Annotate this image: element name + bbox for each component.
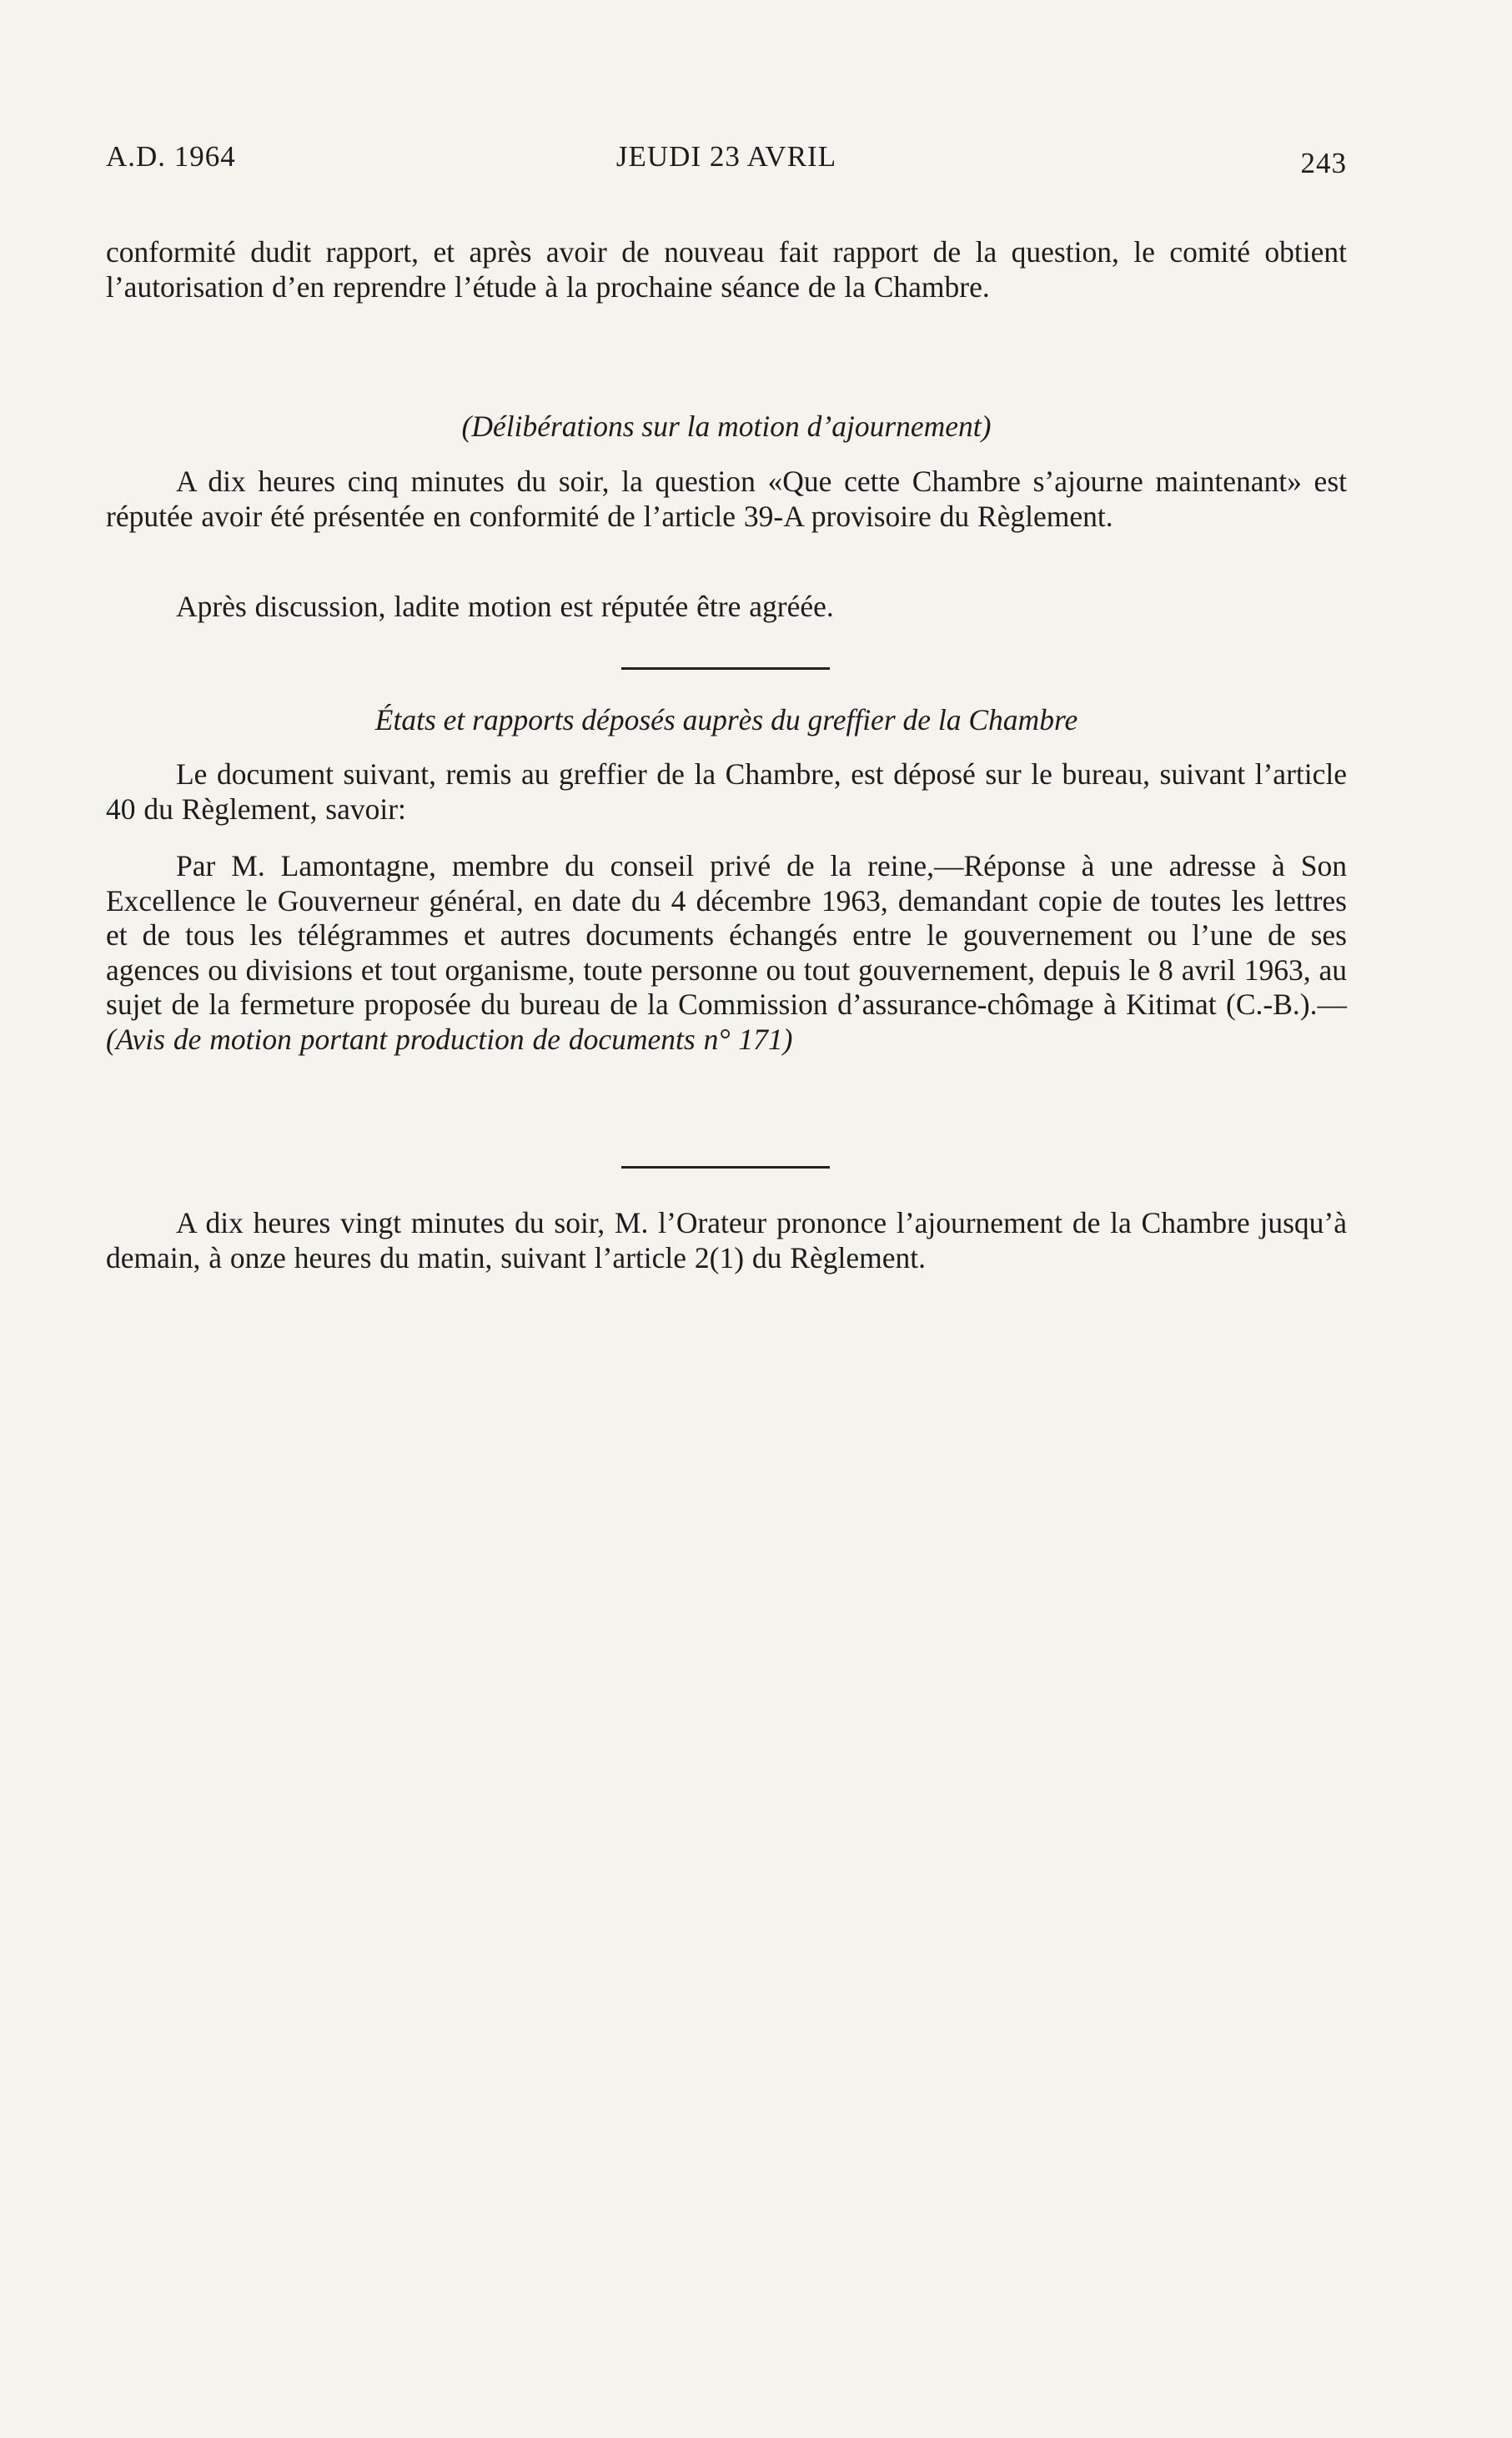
section-divider (621, 667, 830, 670)
header-date: JEUDI 23 AVRIL (615, 140, 837, 173)
section-heading-returns-and-reports: États et rapports déposés auprès du greffier de la Chambre (374, 703, 1078, 736)
paragraph-text: A dix heures cinq minutes du soir, la question «Que cette Chambre s’ajourne maintenant» est réputée avoir été présentée en conformité de l’article 39-A provisoire du Règlement. (106, 465, 1347, 533)
paragraph-text: Le document suivant, remis au greffier de la Chambre, est déposé sur le bureau, suivant l’article 40 du Règlement, savoir: (106, 757, 1347, 826)
paragraph-text (106, 849, 1347, 1057)
paragraph-adjournment (106, 1206, 1347, 1275)
section-heading-adjournment-debate: (Délibérations sur la motion d’ajournement) (461, 410, 992, 443)
paragraph-text: conformité dudit rapport, et après avoir de nouveau fait rapport de la question, le comité obtient l’autorisation d’en reprendre l’étude à la prochaine séance de la Chambre. (106, 235, 1347, 304)
paragraph-continuation (106, 235, 1347, 304)
section-divider (621, 1166, 830, 1169)
notice-of-motion-reference: (Avis de motion portant production de documents n° 171) (106, 1022, 793, 1056)
page-number: 243 (1300, 147, 1347, 179)
paragraph-return-details (106, 849, 1347, 1057)
return-description: Par M. Lamontagne, membre du conseil privé de la reine,—Réponse à une adresse à Son Excellence le Gouverneur général, en date du 4 décembre 1963, demandant copie de toutes les lettres et de tous les télégrammes et autres documents échangés entre le gouvernement ou l’une de ses agences ou divisions et tout organisme, toute personne ou tout gouvernement, depuis le 8 avril 1963, au sujet de la fermeture proposée du bureau de la Commission d’assurance-chômage à Kitimat (C.-B.).— (106, 849, 1347, 1021)
header-year: A.D. 1964 (106, 140, 236, 173)
paragraph-agreed (106, 590, 1347, 625)
running-head (106, 140, 1347, 182)
paragraph-document-tabled (106, 757, 1347, 827)
paragraph-text: Après discussion, ladite motion est réputée être agréée. (176, 590, 834, 623)
paragraph-motion (106, 465, 1347, 534)
paragraph-text: A dix heures vingt minutes du soir, M. l’Orateur prononce l’ajournement de la Chambre jusqu’à demain, à onze heures du matin, suivant l’article 2(1) du Règlement. (106, 1206, 1347, 1274)
